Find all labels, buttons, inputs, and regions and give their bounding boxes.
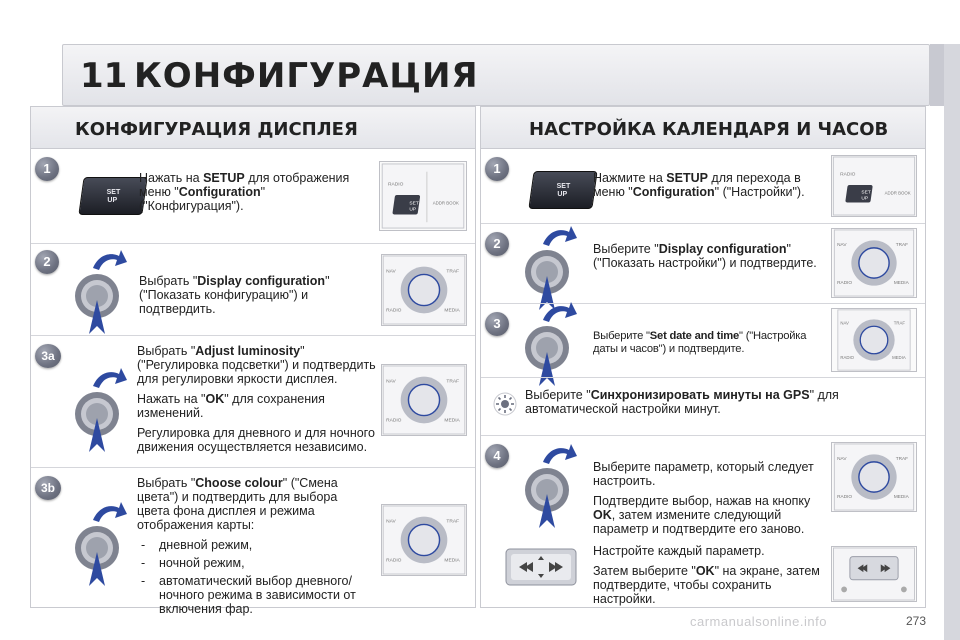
step-badge: 2 <box>35 250 59 274</box>
chapter-title: КОНФИГУРАЦИЯ <box>134 56 479 96</box>
panel-radio-label: RADIO <box>837 494 853 500</box>
panel-media-label: MEDIA <box>444 558 460 564</box>
bold-text: OK <box>205 392 225 406</box>
text: Нажать на " <box>137 392 206 406</box>
text: Подтвердите выбор, нажав на кнопку <box>593 494 811 508</box>
step-row <box>481 435 925 607</box>
bold-text: SETUP <box>203 171 245 185</box>
bold-text: OK <box>593 508 612 522</box>
paragraph <box>137 476 369 532</box>
knob-icon <box>65 248 129 334</box>
seek-panel-image <box>831 546 917 602</box>
list-item: - дневной режим, <box>137 538 369 552</box>
setup-label-2: UP <box>557 191 568 198</box>
step-badge: 4 <box>485 444 509 468</box>
panel-nav-label: NAV <box>840 320 849 326</box>
bold-text: Display configuration <box>197 274 326 288</box>
panel-traf-label: TRAF <box>895 243 909 248</box>
panel-radio-label: RADIO <box>386 558 402 564</box>
section-title: КОНФИГУРАЦИЯ ДИСПЛЕЯ <box>75 119 358 140</box>
step-row <box>31 335 475 467</box>
bold-text: SETUP <box>666 171 708 185</box>
panel-nav-label: NAV <box>386 269 396 275</box>
panel-traf-label: TRAF <box>893 320 906 326</box>
text: " ("Регулировка подсветки") и подтвердить для регулировки яркости дисплея. <box>137 344 376 386</box>
setup-button <box>528 171 597 209</box>
panel-radio-label: RADIO <box>837 280 853 286</box>
step-text <box>139 274 369 316</box>
setup-panel-image <box>831 155 917 217</box>
text: Выбрать " <box>137 344 196 358</box>
bold-text: Configuration <box>178 185 261 199</box>
text: Нажать на <box>139 171 204 185</box>
knob-icon <box>65 366 129 452</box>
setup-panel-image <box>379 161 467 231</box>
bold-text: Display configuration <box>658 242 787 256</box>
paragraph <box>593 564 829 606</box>
panel-media-label: MEDIA <box>444 418 460 424</box>
step-badge: 2 <box>485 232 509 256</box>
bold-text: Choose colour <box>195 476 283 490</box>
paragraph <box>137 392 377 420</box>
panel-traf-label: TRAF <box>446 269 460 275</box>
step-row <box>481 149 925 223</box>
chapter-number: 11 <box>80 56 128 96</box>
step-row <box>31 467 475 616</box>
text: Выбрать " <box>139 274 198 288</box>
panel-radio-label: RADIO <box>388 182 404 188</box>
step-badge: 3a <box>35 344 61 368</box>
nav-panel-image <box>831 228 917 298</box>
panel-addr-label: ADDR BOOK <box>432 200 459 206</box>
step-text <box>593 460 829 612</box>
step-text <box>593 171 821 199</box>
knob-icon <box>65 500 129 586</box>
panel-set-label: SET <box>861 190 871 196</box>
panel-radio-label: RADIO <box>840 354 855 360</box>
step-text <box>137 344 377 460</box>
panel-nav-label: NAV <box>837 243 847 248</box>
step-row <box>481 223 925 303</box>
panel-radio-label: RADIO <box>386 418 402 424</box>
step-row <box>31 149 475 243</box>
bold-text: OK <box>695 564 715 578</box>
step-row <box>481 303 925 377</box>
list-item: - автоматический выбор дневного/ночного режима в зависимости от включения фар. <box>137 574 369 616</box>
step-text <box>137 476 369 620</box>
paragraph: Выберите параметр, который следует настроить. <box>593 460 814 488</box>
panel-media-label: MEDIA <box>892 354 906 360</box>
bold-text: Configuration <box>632 185 715 199</box>
panel-radio-label: RADIO <box>840 172 856 178</box>
mode-list <box>137 538 369 616</box>
setup-label-1: SET <box>556 183 571 190</box>
text: " ("Конфигурация"). <box>139 185 266 213</box>
panel-media-label: MEDIA <box>893 494 909 500</box>
bold-text: Adjust luminosity <box>195 344 301 358</box>
panel-media-label: MEDIA <box>893 280 909 286</box>
text: " для автоматической настройки минут. <box>525 388 839 416</box>
paragraph: Регулировка для дневного и для ночного движения осуществляется независимо. <box>137 426 375 454</box>
nav-panel-image <box>381 254 467 326</box>
bold-text: Синхронизировать минуты на GPS <box>590 388 810 402</box>
step-text <box>593 330 823 356</box>
display-config-section <box>30 106 476 616</box>
text: , затем измените следующий параметр и подтвердите его заново. <box>593 508 805 536</box>
text: Выберите " <box>593 330 650 342</box>
paragraph: Настройте каждый параметр. <box>593 544 765 558</box>
knob-icon <box>515 442 579 528</box>
panel-nav-label: NAV <box>386 519 396 525</box>
section-title: НАСТРОЙКА КАЛЕНДАРЯ И ЧАСОВ <box>529 119 889 140</box>
step-row <box>31 243 475 335</box>
text: Выбрать " <box>137 476 196 490</box>
watermark: carmanualsonline.info <box>690 614 827 629</box>
sun-icon <box>493 392 517 416</box>
nav-panel-image <box>381 364 467 436</box>
text: " ("Показать конфигурацию") и подтвердить. <box>139 274 330 316</box>
text: " ("Настройка даты и часов") и подтвердите. <box>593 330 807 355</box>
text: " для сохранения изменений. <box>137 392 325 420</box>
setup-label-1: SET <box>106 189 121 196</box>
step-badge: 3 <box>485 312 509 336</box>
step-text <box>525 388 855 416</box>
panel-set-label: SET <box>409 201 419 207</box>
step-row <box>481 377 925 435</box>
side-bar <box>944 44 960 640</box>
bold-text: Set date and time <box>649 330 740 342</box>
seek-buttons-icon <box>505 548 577 586</box>
panel-nav-label: NAV <box>386 379 396 385</box>
text: для перехода в меню " <box>593 171 801 199</box>
nav-panel-image <box>831 308 917 372</box>
text: " на экране, затем подтвердите, чтобы сохранить настройки. <box>593 564 820 606</box>
step-text <box>139 171 369 213</box>
paragraph <box>137 344 377 386</box>
text: для отображения меню " <box>139 171 350 199</box>
setup-button <box>78 177 147 215</box>
step-badge: 3b <box>35 476 61 500</box>
panel-addr-label: ADDR BOOK <box>884 190 911 196</box>
panel-media-label: MEDIA <box>444 308 460 314</box>
text: Нажмите на <box>593 171 667 185</box>
panel-radio-label: RADIO <box>386 308 402 314</box>
text: Выберите " <box>593 242 659 256</box>
panel-up-label: UP <box>409 207 417 213</box>
page-number: 273 <box>906 614 927 628</box>
calendar-clock-section <box>480 106 926 608</box>
panel-up-label: UP <box>861 196 869 202</box>
text: " ("Настройки"). <box>714 185 805 199</box>
text: Затем выберите " <box>593 564 696 578</box>
text: Выберите " <box>525 388 591 402</box>
nav-panel-image <box>381 504 467 576</box>
text: " ("Смена цвета") и подтвердить для выбора цвета фона дисплея и режима отображения карты: <box>137 476 338 532</box>
step-text <box>593 242 823 270</box>
list-item: - ночной режим, <box>137 556 369 570</box>
knob-icon <box>515 300 579 386</box>
setup-label-2: UP <box>107 197 118 204</box>
panel-traf-label: TRAF <box>895 457 909 462</box>
step-badge: 1 <box>35 157 59 181</box>
panel-traf-label: TRAF <box>446 519 460 525</box>
text: " ("Показать настройки") и подтвердите. <box>593 242 817 270</box>
knob-icon <box>515 224 579 310</box>
panel-nav-label: NAV <box>837 457 847 462</box>
panel-traf-label: TRAF <box>446 379 460 385</box>
paragraph <box>593 494 829 536</box>
nav-panel-image <box>831 442 917 512</box>
step-badge: 1 <box>485 157 509 181</box>
